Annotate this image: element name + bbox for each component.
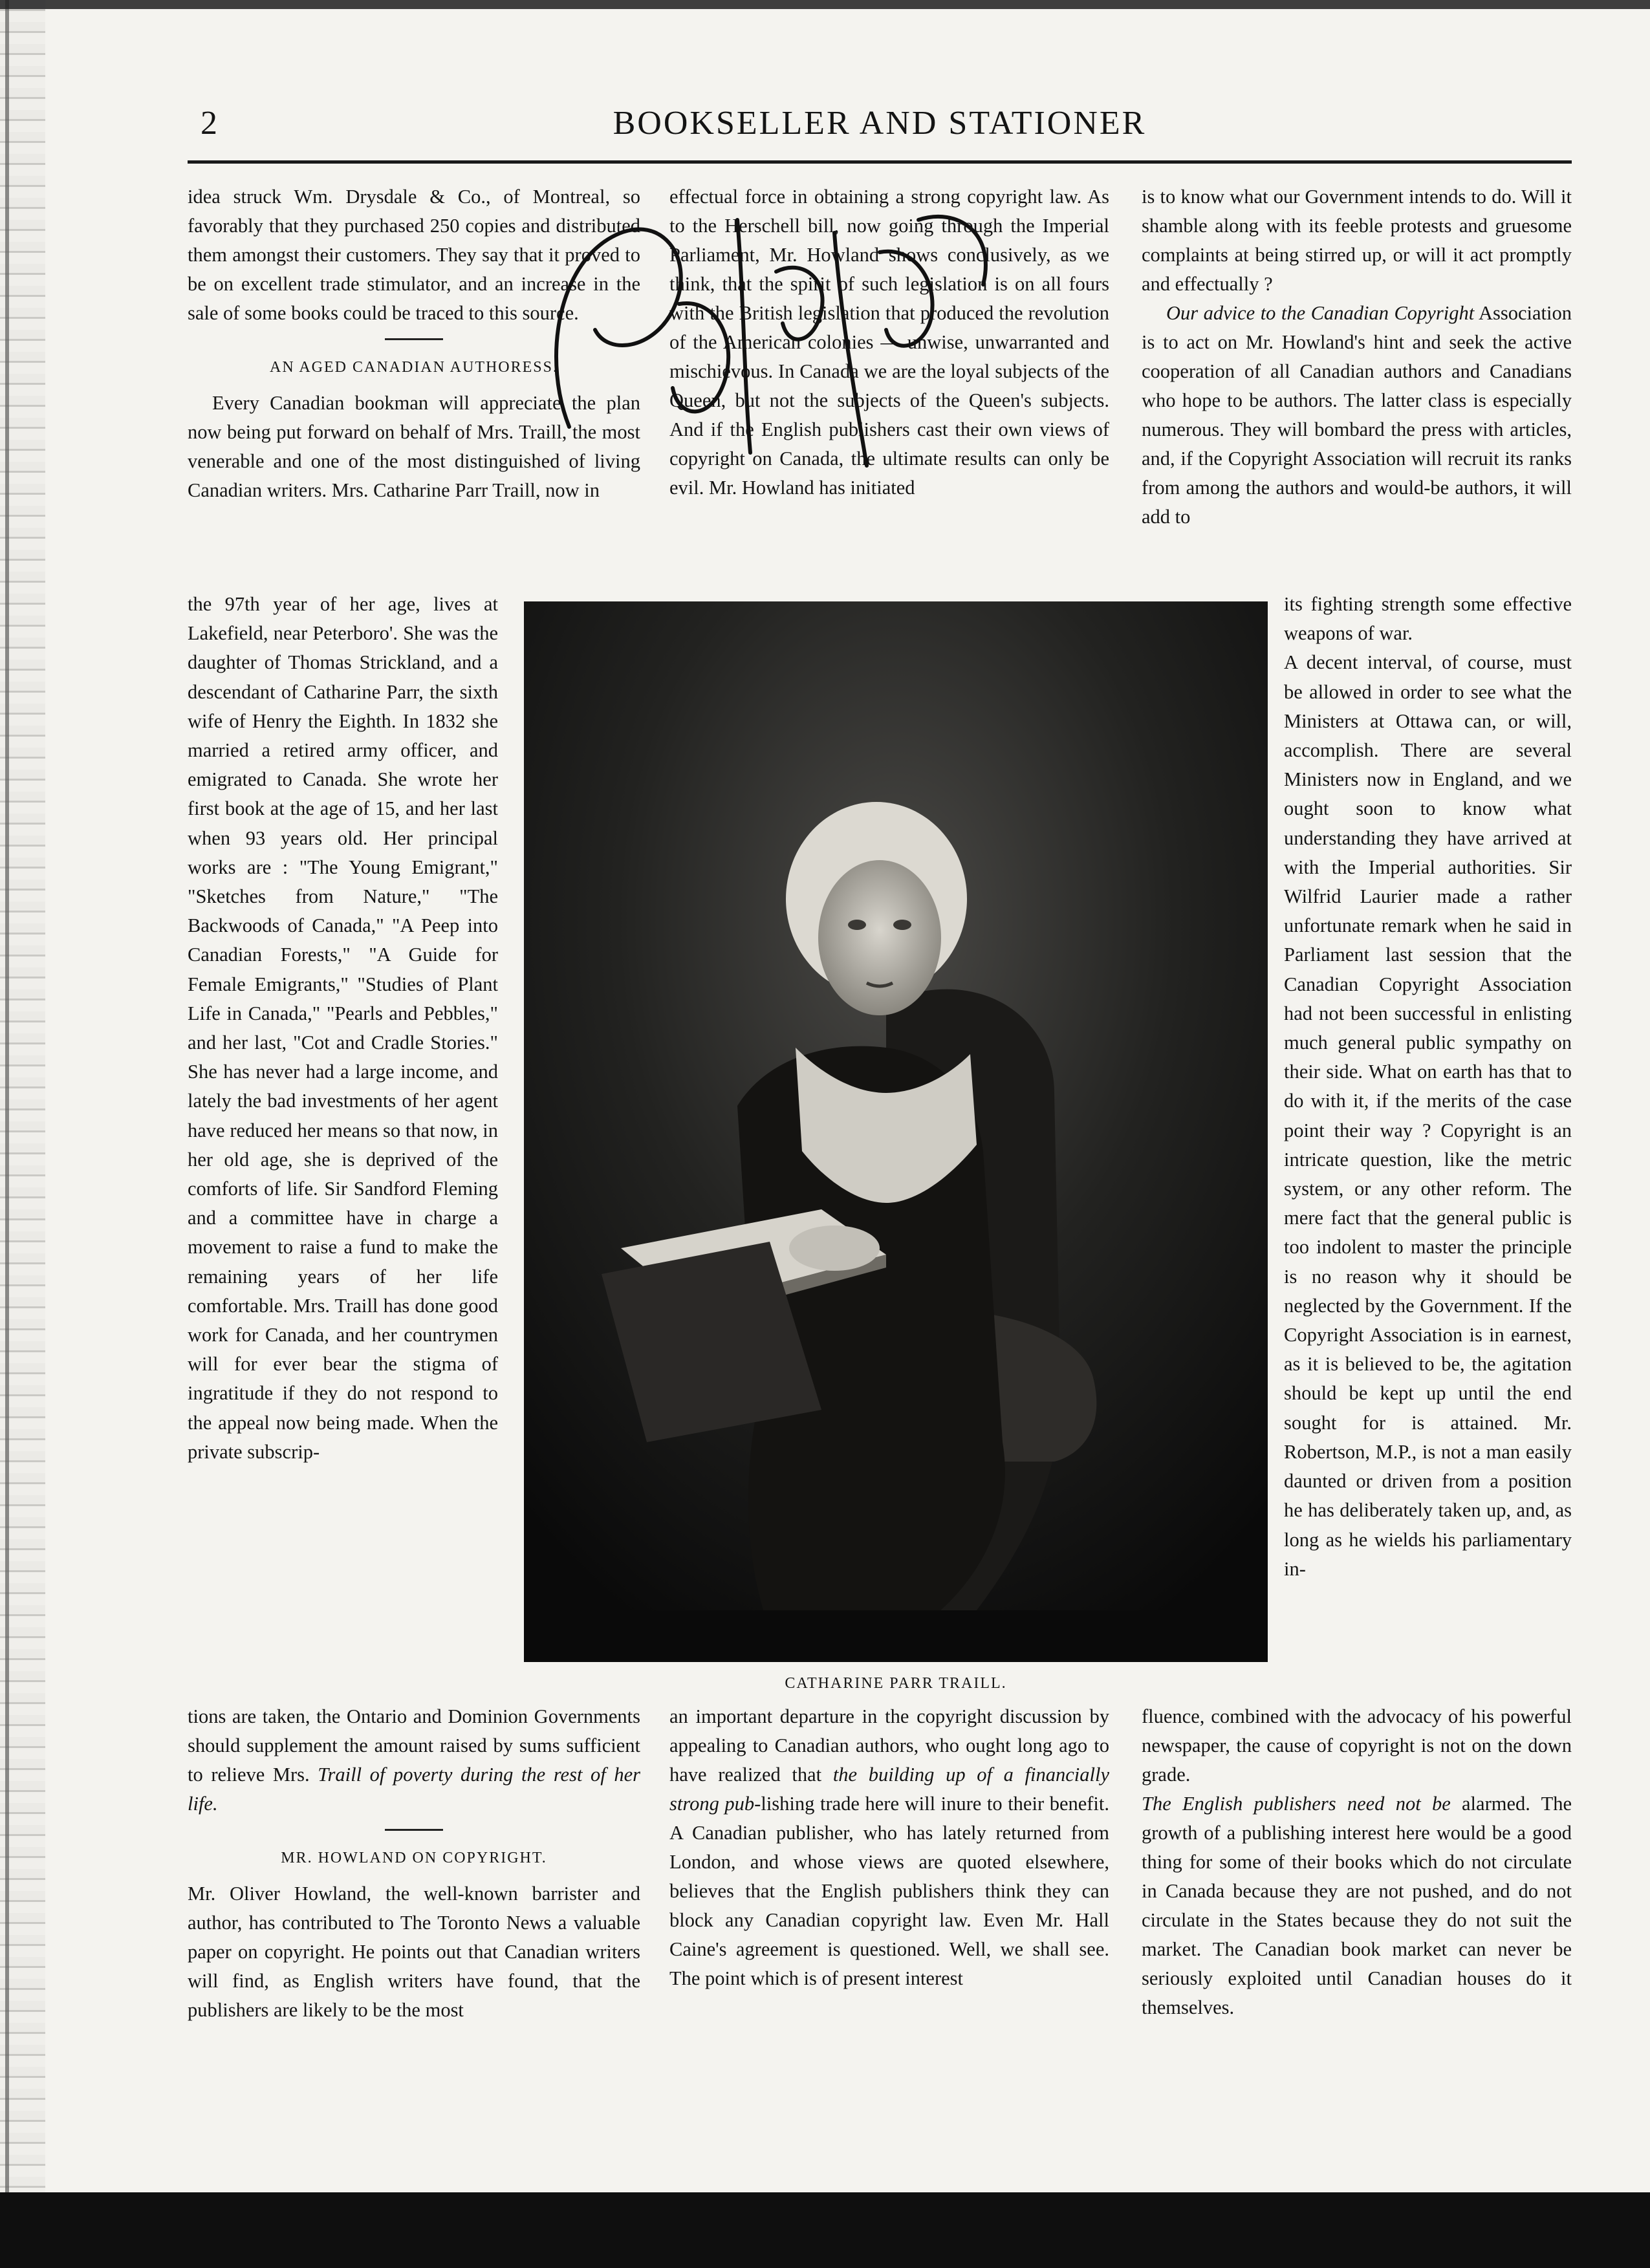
middle-bottom-text-c: lishing trade here will inure to their benefit. A Canadian publisher, who has lately returned from London, and whose views are quoted elsewhere, believes that the English publishers think they can block any Canadian copyright law. Even Mr. Hall Caine's agreement is questioned. Well, we shall see. The point which is of present interest [669,1793,1109,1989]
authoress-paragraph-start: Every Canadian bookman will appreciate the plan now being put forward on behalf of Mrs. Traill, the most venerable and one of the most distinguished of living Canadian writers. Mrs. Catharine Parr Traill, now in [188,392,640,501]
left-column-top [188,182,640,505]
middle-top-paragraph: effectual force in obtaining a strong copyright law. As to the Herschell bill, now going through the Imperial Parliament, Mr. Howland shows conclusively, as we think, that the spirit of such legislation is on all fours with the British legislation that produced the revolution of the American colonies — unwise, unwarranted and mischievous. In Canada we are the loyal subjects of the Queen, but not the subjects of the Queen's subjects. And if the English publishers cast their own views of copyright on Canada, the ultimate results can only be evil. Mr. Howland has initiated [669,186,1109,499]
right-final-text: alarmed. The growth of a publishing interest here would be a good thing for some of their books which do not circulate in Canada because they are not pushed, and do not circulate in the States because they do not suit the market. The Canadian book market can never be seriously exploited until Canadian houses do it themselves. [1142,1793,1572,2018]
left-column-bottom [188,1702,640,2025]
middle-bottom-text-a: an important departure in the copyright discussion by appealing to Canadian authors, who ought long ago to have realized that [669,1705,1109,1786]
middle-column-bottom [669,1702,1109,1993]
right-final-paragraph [1142,1789,1572,2022]
right-narrow-paragraph: A decent interval, of course, must be allowed in order to see what the Ministers at Ottawa can, or will, accomplish. There are several Ministers now in England, and we ought soon to know what understanding they have arrived at with the Imperial authorities. Sir Wilfrid Laurier made a rather unfortunate remark when he said in Parliament last session that the Canadian Copyright Association had not been successful in enlisting much general public sympathy on their side. What on earth has that to do with it, if the merits of the case point their way ? Copyright is an intricate question, like the metric system, or any other reform. The mere fact that the general public is too indolent to master the principle is no reason why it should be neglected by the Government. If the Copyright Association is in earnest, as it is believed to be, the agitation should be kept up until the end sought for is attained. Mr. Robertson, M.P., is not a man easily daunted or driven from a position he has deliberately taken up, and, as long as he wields his parliamentary in- [1284,651,1572,1580]
page-header [188,100,1572,152]
scan-edge-bottom [0,2192,1650,2268]
page-number: 2 [201,105,217,142]
authoress-paragraph-continued: the 97th year of her age, lives at Lakefield, near Peterboro'. She was the daughter of Thomas Strickland, and a descendant of Catharine Parr, the sixth wife of Henry the Eighth. In 1832 she married a retired army officer, and emigrated to Canada. She wrote her first book at the age of 15, and her last when 93 years old. Her principal works are : "The Young Emigrant," "Sketches from Nature," "The Backwoods of Canada," "A Peep into Canadian Forests," "A Guide for Female Emigrants," "Studies of Plant Life in Canada," "Pearls and Pebbles," and her last, "Cot and Cradle Stories." She has never had a large income, and lately the bad investments of her agent have reduced her means so that now, in her old age, she is deprived of the comforts of life. Sir Sandford Fleming and a committee have in charge a movement to raise a fund to make the remaining years of her life comfortable. Mrs. Traill has done good work for Canada, and her countrymen will for ever bear the stigma of ingratitude if they do not respond to the appeal now being made. When the private subscrip- [188,593,498,1463]
left-column-narrow [188,590,498,1467]
scan-edge-top [0,0,1650,9]
running-title: BOOKSELLER AND STATIONER [613,105,1147,142]
header-rule [188,160,1572,164]
middle-bottom-paragraph [669,1702,1109,1993]
heading-aged-authoress: AN AGED CANADIAN AUTHORESS. [269,359,558,376]
right-top-paragraph: is to know what our Government intends to do. Will it shamble along with its feeble protests and gruesome complaints at being stirred up, or will it act promptly and effectually ? [1142,186,1572,295]
left-intro-paragraph: idea struck Wm. Drysdale & Co., of Montreal, so favorably that they purchased 250 copies and distributed them amongst their customers. They say that it proved to be on excellent trade stimulator, and an increase in the sale of some books could be traced to this source. [188,186,640,324]
heading-howland-copyright: MR. HOWLAND ON COPYRIGHT. [281,1850,547,1866]
section-rule [385,338,443,340]
right-column-narrow [1284,590,1572,1584]
middle-column-top [669,182,1109,502]
right-advice-text: Association is to act on Mr. Howland's hint and seek the active cooperation of all Canadian authors and Canadians who hope to be authors. The latter class is especially numerous. They will bombard the press with articles, and, if the Copyright Association will recruit its ranks from among the authors and would-be authors, it will add to [1142,302,1572,528]
portrait-photograph [524,601,1268,1662]
right-advice-italic: Our advice to the Canadian Copyright [1166,302,1475,324]
authoress-end-italic: Traill of poverty during the rest of her life. [188,1764,640,1815]
scan-edge-left [0,0,45,2268]
section-rule-2 [385,1829,443,1831]
right-final-italic: The English publishers need not be [1142,1793,1451,1815]
portrait-illustration [524,601,1268,1662]
right-column-bottom [1142,1702,1572,2022]
right-bottom-paragraph: fluence, combined with the advocacy of his powerful newspaper, the cause of copyright is not on the down grade. [1142,1705,1572,1786]
right-column-top [1142,182,1572,532]
middle-bottom-italic: the building up of a financially strong pub- [669,1764,1109,1815]
photo-caption: CATHARINE PARR TRAILL. [785,1675,1007,1692]
right-advice-paragraph [1142,299,1572,532]
authoress-paragraph-end [188,1702,640,1819]
howland-paragraph: Mr. Oliver Howland, the well-known barrister and author, has contributed to The Toronto News a valuable paper on copyright. He points out that Canadian writers will find, as English writers have found, that the publishers are likely to be the most [188,1883,640,2021]
right-narrow-line: its fighting strength some effective weapons of war. [1284,593,1572,645]
authoress-end-text: tions are taken, the Ontario and Dominion Governments should supplement the amount raised by sums sufficient to relieve Mrs. [188,1705,640,1786]
